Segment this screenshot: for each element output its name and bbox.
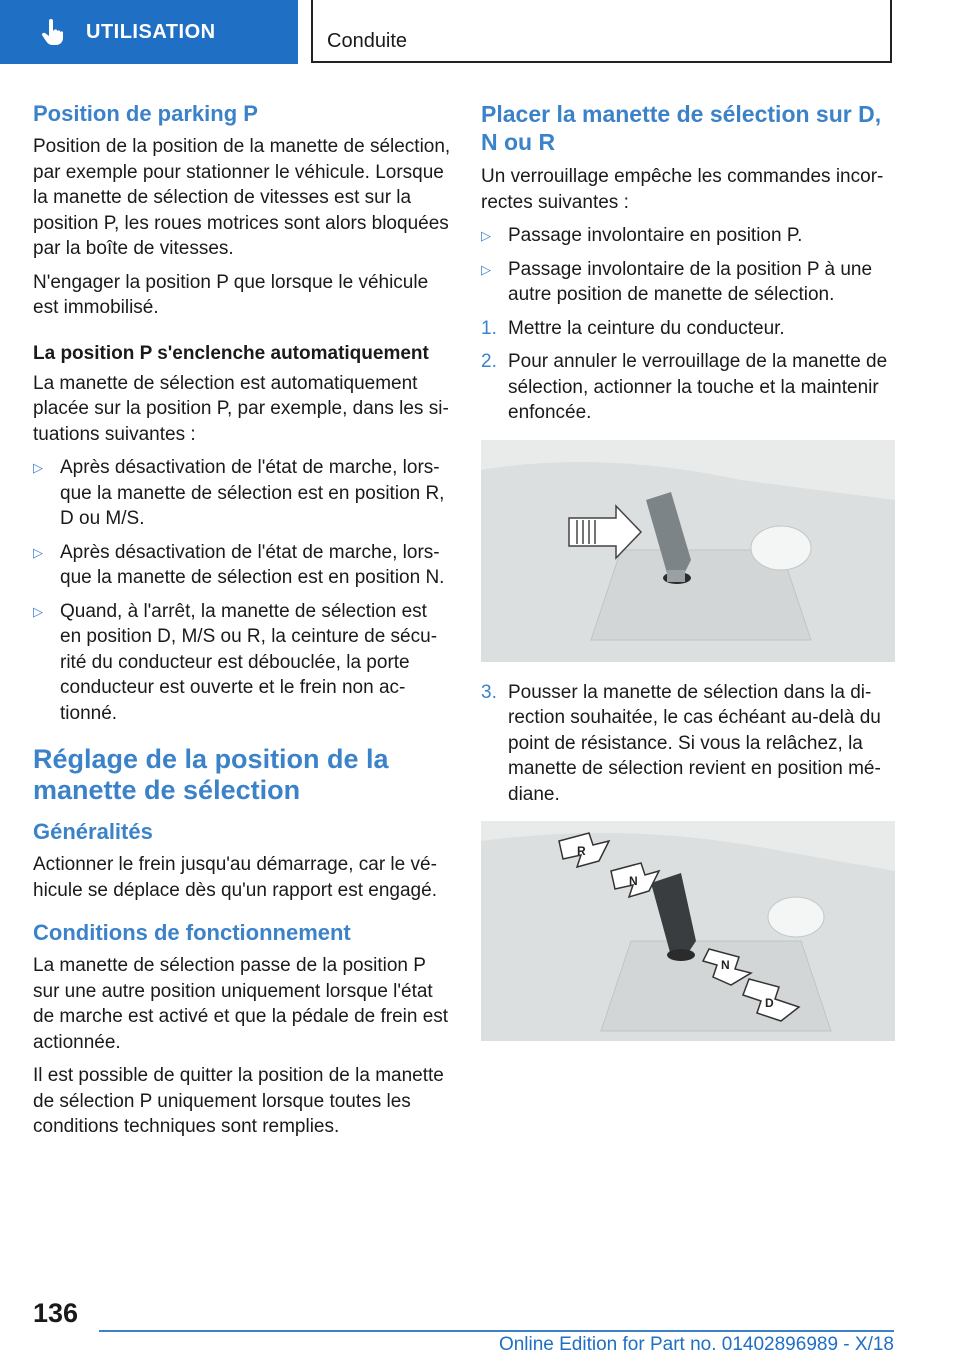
triangle-bullet-icon: ▷ bbox=[481, 261, 491, 277]
triangle-bullet-icon: ▷ bbox=[33, 460, 43, 475]
direction-label: N bbox=[629, 874, 638, 888]
paragraph-parking-1: Position de la position de la manette de sélection, par exemple pour stationner le véhicule. Lorsque la manette de sélection de vitesses est sur la position P, les roues motrices sont alors bloquées par la boîte de vitesses. bbox=[33, 136, 451, 259]
illustration-selector-directions bbox=[481, 821, 895, 1041]
tab-utilisation[interactable] bbox=[0, 0, 298, 64]
triangle-bullet-icon: ▷ bbox=[481, 228, 491, 243]
list-item: ▷ Quand, à l'arrêt, la manette de sélection est en position D, M/S ou R, la ceinture de sécurité du conducteur est débouclée, la porte conducteur est ouverte et le frein non actionné. bbox=[33, 600, 438, 724]
paragraph-generalites: Actionner le frein jusqu'au démarrage, car le véhicule se déplace dès qu'un rapport est engagé. bbox=[33, 854, 437, 901]
direction-label: R bbox=[577, 844, 586, 858]
list-item: ▷ Après désactivation de l'état de marche, lorsque la manette de sélection est en position N. bbox=[33, 541, 445, 588]
list-item: ▷ Passage involontaire en position P. bbox=[481, 223, 895, 249]
steps-list-continued bbox=[481, 680, 895, 808]
heading-generalites: Généralités bbox=[33, 819, 153, 844]
direction-label: N bbox=[721, 958, 730, 972]
triangle-bullet-icon: ▷ bbox=[33, 544, 43, 560]
paragraph-parking-2: N'engager la position P que lorsque le véhicule est immobilisé. bbox=[33, 271, 429, 318]
paragraph-conditions-2: Il est possible de quitter la position de la manette de sélection P uniquement lorsque toutes les conditions techniques sont remplies. bbox=[33, 1065, 444, 1137]
illustration-selector-unlock bbox=[481, 440, 895, 662]
direction-label: D bbox=[765, 996, 774, 1010]
steps-list bbox=[481, 316, 895, 426]
tab-conduite[interactable] bbox=[311, 0, 892, 63]
tab-utilisation-label: UTILISATION bbox=[86, 20, 216, 43]
right-column bbox=[481, 100, 895, 1059]
tab-conduite-label: Conduite bbox=[327, 30, 408, 52]
list-item: ▷ Après désactivation de l'état de marche, lorsque la manette de sélection est en position R, D ou M/S. bbox=[33, 457, 445, 529]
step-item: 2. Pour annuler le verrouillage de la manette de sélection, actionner la touche et la maintenir enfoncée. bbox=[481, 351, 888, 423]
heading-reglage: Réglage de la position de la manette de sélection bbox=[33, 744, 389, 805]
heading-auto-p: La position P s'enclenche automatiquement bbox=[33, 342, 429, 364]
left-column bbox=[33, 100, 451, 1148]
heading-parking: Position de parking P bbox=[33, 101, 258, 126]
list-verrouillage bbox=[481, 223, 895, 308]
heading-conditions: Conditions de fonctionnement bbox=[33, 920, 351, 945]
step-item: 3. Pousser la manette de sélection dans la direction souhaitée, le cas échéant au-delà du point de résistance. Si vous la relâchez, la manette de sélection revient en position médiane. bbox=[481, 681, 881, 805]
figure-selector-directions bbox=[481, 821, 895, 1041]
page-number: 136 bbox=[33, 1298, 79, 1328]
footer-edition: Online Edition for Part no. 01402896989 - X/18 bbox=[498, 1334, 894, 1355]
footer-divider bbox=[99, 1330, 894, 1332]
list-auto-p bbox=[33, 455, 451, 726]
triangle-bullet-icon: ▷ bbox=[33, 603, 43, 619]
heading-placer: Placer la manette de sélection sur D, N ou R bbox=[481, 101, 882, 155]
list-item: ▷ Passage involontaire de la position P à une autre position de manette de sélection. bbox=[481, 258, 873, 305]
paragraph-conditions-1: La manette de sélection passe de la position P sur une autre position uniquement lorsque l'état de marche est activé et que la pédale de frein est actionnée. bbox=[33, 955, 449, 1053]
paragraph-verrouillage: Un verrouillage empêche les commandes incorrectes suivantes : bbox=[481, 166, 884, 213]
paragraph-auto-p: La manette de sélection est automatiquement placée sur la position P, par exemple, dans les situations suivantes : bbox=[33, 372, 449, 445]
hand-pointer-icon bbox=[38, 17, 68, 47]
step-item: 1. Mettre la ceinture du conducteur. bbox=[481, 317, 785, 339]
figure-selector-button bbox=[481, 440, 895, 662]
